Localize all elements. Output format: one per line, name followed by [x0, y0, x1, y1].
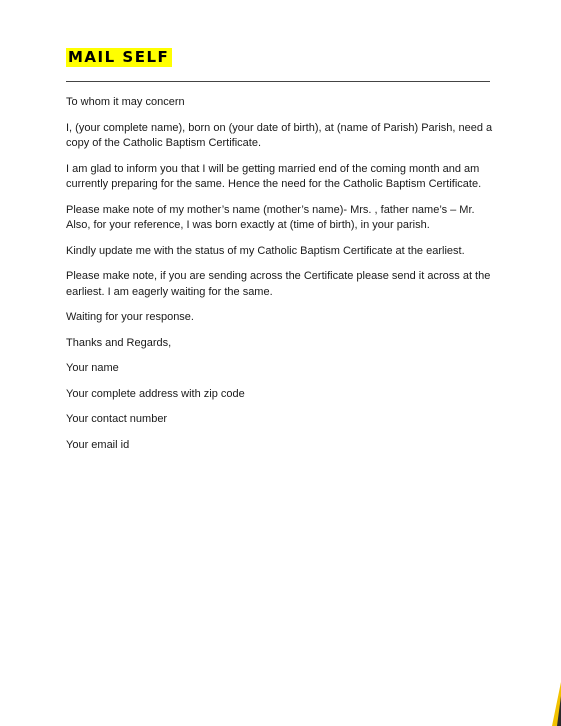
salutation: To whom it may concern — [66, 96, 185, 108]
signature-address: Your complete address with zip code — [66, 387, 245, 400]
paragraph-request: I, (your complete name), born on (your date of birth), at (name of Parish) Parish, need a copy of the Catholic Baptism Certificate. — [66, 121, 493, 149]
paragraph-marriage: I am glad to inform you that I will be getting married end of the coming month and am currently preparing for the same. Hence the need for the Catholic Baptism Certificate. — [66, 162, 482, 190]
paragraph-status: Kindly update me with the status of my Catholic Baptism Certificate at the earliest. — [66, 244, 465, 257]
header-divider — [66, 81, 490, 82]
corner-accent-decoration — [549, 682, 561, 726]
closing: Thanks and Regards, — [66, 336, 172, 349]
paragraph-urgency: Please make note, if you are sending across the Certificate please send it across at the earliest. I am eagerly waiting for the same. — [66, 270, 491, 298]
paragraph-waiting: Waiting for your response. — [66, 311, 194, 323]
signature-contact: Your contact number — [66, 413, 168, 425]
logo-text: MAIL SELF — [68, 48, 170, 66]
signature-name: Your name — [66, 362, 119, 374]
mail-self-logo — [66, 48, 172, 67]
letter-body — [66, 95, 498, 463]
signature-email: Your email id — [66, 438, 130, 451]
paragraph-parents: Please make note of my mother’s name (mother’s name)- Mrs. , father name’s – Mr. Also, for your reference, I was born exactly at (time of birth), in your parish. — [66, 203, 475, 231]
